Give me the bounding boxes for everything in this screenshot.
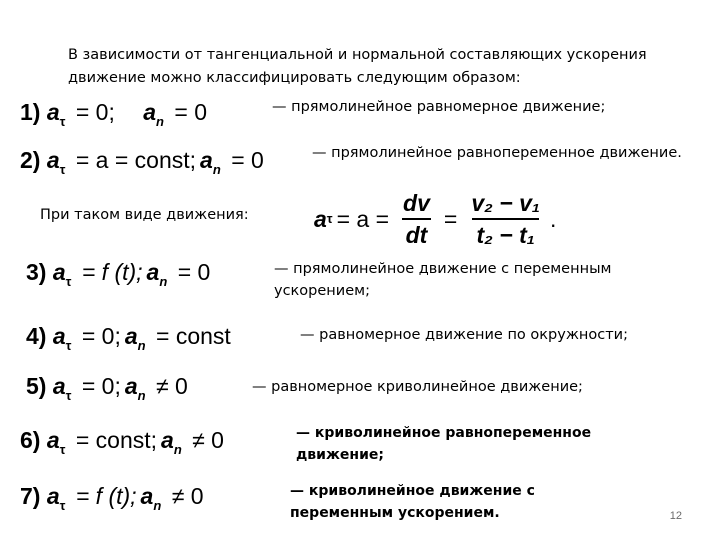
symbol-a: a — [200, 147, 213, 173]
case-5-formula — [26, 372, 192, 410]
subscript-tau: τ — [59, 162, 66, 177]
symbol-a: a — [46, 99, 60, 125]
symbol-a: a — [146, 259, 160, 285]
symbol-a: a — [314, 206, 327, 232]
tangential-condition: = a = const; — [75, 147, 197, 173]
case-7-description — [290, 480, 535, 524]
description-line: движение; — [296, 447, 384, 463]
description-line: ускорением; — [274, 283, 370, 299]
derivative-formula — [314, 188, 556, 250]
normal-condition: ≠ 0 — [156, 373, 188, 399]
subscript-tau: τ — [65, 388, 72, 403]
case-number: 7) — [20, 483, 41, 509]
normal-condition: = 0 — [231, 147, 264, 173]
symbol-a: a — [46, 147, 60, 173]
tangential-condition: = 0; — [75, 99, 115, 125]
tangential-condition: = 0; — [81, 373, 121, 399]
normal-condition: = 0 — [174, 99, 208, 125]
symbol-a: a — [143, 99, 157, 125]
subscript-n: n — [159, 274, 168, 289]
intro-line-1: В зависимости от тангенциальной и нормальной составляющих ускорения — [68, 47, 647, 63]
tangential-condition: = f (t); — [81, 259, 143, 285]
description-line: — прямолинейное равнопеременное движение. — [312, 145, 682, 161]
symbol-a: a — [124, 323, 138, 349]
subscript-n: n — [137, 338, 146, 353]
symbol-a: a — [161, 427, 174, 453]
symbol-a: a — [46, 483, 60, 509]
page-number: 12 — [669, 510, 682, 522]
case-1-description — [272, 96, 605, 118]
case-number: 4) — [26, 323, 47, 349]
normal-condition: ≠ 0 — [192, 427, 224, 453]
case-3-description — [274, 258, 611, 302]
subscript-n: n — [156, 114, 164, 129]
tangential-condition: = 0; — [81, 323, 121, 349]
case-4-formula — [26, 322, 235, 360]
fraction-numerator: dv — [403, 190, 430, 216]
case-6-formula — [20, 426, 228, 464]
description-line: — прямолинейное движение с переменным — [274, 261, 612, 277]
subscript-n: n — [153, 498, 162, 513]
case-2-formula — [20, 146, 268, 184]
case-number: 5) — [26, 373, 47, 399]
normal-condition: ≠ 0 — [171, 483, 204, 509]
symbol-a: a — [124, 373, 138, 399]
fraction-denominator: t₂ − t₁ — [472, 218, 538, 250]
case-3-formula — [26, 258, 214, 296]
case-6-description — [296, 422, 591, 466]
subscript-tau: τ — [59, 498, 66, 513]
subscript-n: n — [137, 388, 146, 403]
intro-text — [68, 44, 647, 90]
subscript-tau: τ — [59, 442, 66, 457]
fraction-velocity-time — [467, 188, 544, 250]
special-label: При таком виде движения: — [40, 207, 249, 223]
formula-lhs: = a = — [336, 206, 390, 232]
description-line: переменным ускорением. — [290, 505, 500, 521]
symbol-a: a — [52, 373, 66, 399]
description-line: — криволинейное равнопеременное — [296, 425, 592, 441]
subscript-tau: τ — [59, 114, 66, 129]
subscript-n: n — [212, 162, 221, 177]
tangential-condition: = f (t); — [75, 483, 137, 509]
fraction-dv-dt — [399, 188, 434, 250]
case-number: 6) — [20, 427, 41, 453]
symbol-a: a — [52, 259, 66, 285]
description-line: — прямолинейное равномерное движение; — [272, 99, 606, 115]
equals-sign: = — [443, 206, 458, 232]
case-number: 2) — [20, 147, 41, 173]
fraction-numerator: v₂ − v₁ — [471, 190, 540, 216]
description-line: — равномерное движение по окружности; — [300, 327, 628, 343]
tangential-condition: = const; — [75, 427, 158, 453]
case-2-description — [312, 142, 682, 164]
subscript-tau: τ — [65, 338, 72, 353]
subscript-tau: τ — [326, 211, 333, 226]
description-line: — равномерное криволинейное движение; — [252, 379, 583, 395]
subscript-tau: τ — [65, 274, 72, 289]
case-7-formula — [20, 482, 208, 520]
subscript-n: n — [173, 442, 182, 457]
description-line: — криволинейное движение с — [290, 483, 535, 499]
symbol-a: a — [140, 483, 154, 509]
case-1-formula — [20, 98, 211, 136]
case-number: 1) — [20, 99, 41, 125]
case-4-description — [300, 324, 628, 346]
period: . — [550, 206, 557, 232]
normal-condition: = 0 — [177, 259, 211, 285]
symbol-a: a — [52, 323, 66, 349]
normal-condition: = const — [156, 323, 231, 349]
case-5-description — [252, 376, 583, 398]
fraction-denominator: dt — [402, 218, 432, 250]
symbol-a: a — [46, 427, 60, 453]
case-number: 3) — [26, 259, 47, 285]
intro-line-2: движение можно классифицировать следующим образом: — [68, 70, 521, 86]
